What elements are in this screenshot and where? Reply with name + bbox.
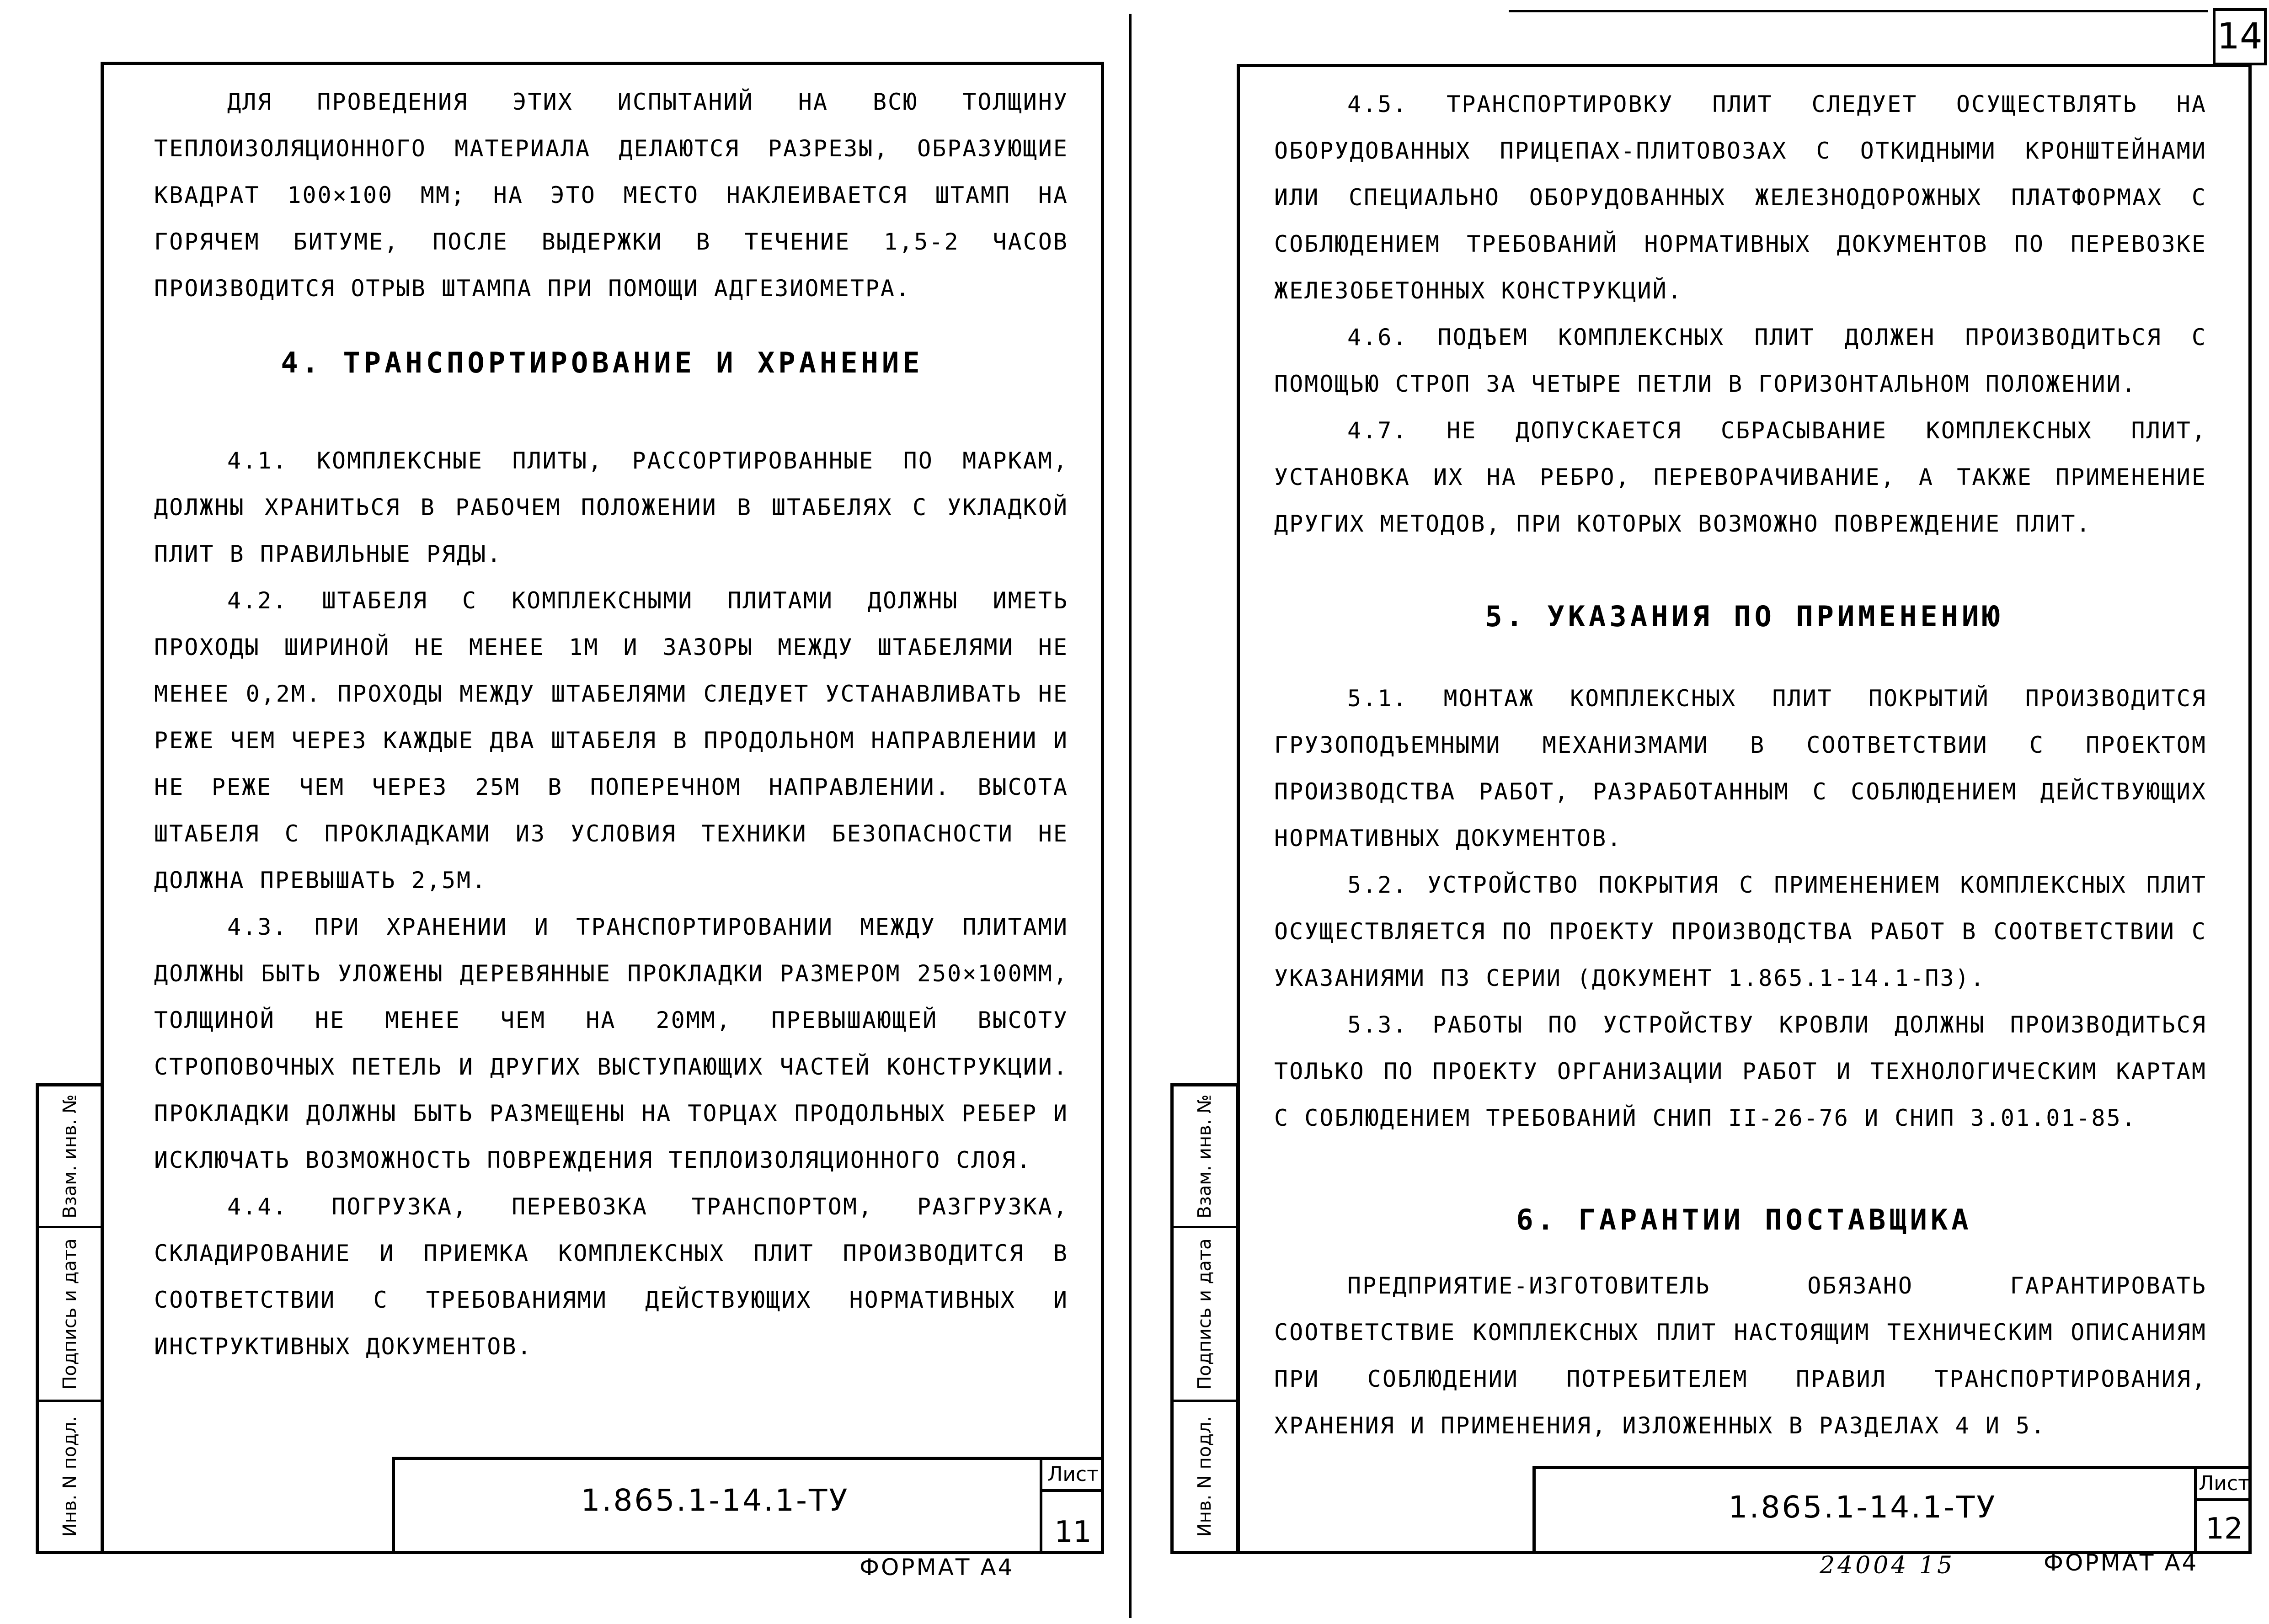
stamp-cell-replace-right — [1174, 1086, 1236, 1228]
right-heading-6-block — [1240, 1203, 2248, 1236]
stamp-cell-orig-right — [1174, 1402, 1236, 1551]
paragraph-4-2: 4.2. ШТАБЕЛЯ С КОМПЛЕКСНЫМИ ПЛИТАМИ ДОЛЖНЫ ИМЕТЬ ПРОХОДЫ ШИРИНОЙ НЕ МЕНЕЕ 1М И ЗАЗОРЫ МЕЖДУ ШТАБЕЛЯМИ НЕ МЕНЕЕ 0,2М. ПРОХОДЫ МЕЖДУ ШТАБЕЛЯМИ СЛЕДУЕТ УСТАНАВЛИВАТЬ НЕ РЕЖЕ ЧЕМ ЧЕРЕЗ КАЖДЫЕ ДВА ШТАБЕЛЯ В ПРОДОЛЬНОМ НАПРАВЛЕНИИ И НЕ РЕЖЕ ЧЕМ ЧЕРЕЗ 25М В ПОПЕРЕЧНОМ НАПРАВЛЕНИИ. ВЫСОТА ШТАБЕЛЯ С ПРОКЛАДКАМИ ИЗ УСЛОВИЯ ТЕХНИКИ БЕЗОПАСНОСТИ НЕ ДОЛЖНА ПРЕВЫШАТЬ 2,5М. — [154, 587, 1068, 894]
sheet-number-right: 12 — [2205, 1512, 2243, 1546]
paragraph-4-5: 4.5. ТРАНСПОРТИРОВКУ ПЛИТ СЛЕДУЕТ ОСУЩЕСТВЛЯТЬ НА ОБОРУДОВАННЫХ ПРИЦЕПАХ-ПЛИТОВОЗАХ С ОТКИДНЫМИ КРОНШТЕЙНАМИ ИЛИ СПЕЦИАЛЬНО ОБОРУДОВАННЫХ ЖЕЛЕЗНОДОРОЖНЫХ ПЛАТФОРМАХ С СОБЛЮДЕНИЕМ ТРЕБОВАНИЙ НОРМАТИВНЫХ ДОКУМЕНТОВ ПО ПЕРЕВОЗКЕ ЖЕЛЕЗОБЕТОННЫХ КОНСТРУКЦИЙ. — [1274, 91, 2207, 304]
left-text-upper — [154, 79, 1068, 312]
format-label-left: ФОРМАТ А4 — [860, 1554, 1014, 1581]
paragraph-4-1: 4.1. КОМПЛЕКСНЫЕ ПЛИТЫ, РАССОРТИРОВАННЫЕ ПО МАРКАМ, ДОЛЖНЫ ХРАНИТЬСЯ В РАБОЧЕМ ПОЛОЖЕНИИ В ШТАБЕЛЯХ С УКЛАДКОЙ ПЛИТ В ПРАВИЛЬНЫЕ РЯДЫ. — [154, 447, 1068, 567]
right-sheet — [1237, 64, 2252, 1554]
stamp-cell-orig — [39, 1402, 101, 1551]
side-stamp-left — [36, 1083, 104, 1554]
stamp-label-orig-right: Инв. N подл. — [1194, 1416, 1215, 1537]
sheet-label: Лист — [1042, 1460, 1104, 1492]
stamp-label-replace-right: Взам. инв. № — [1194, 1094, 1215, 1219]
right-text-a — [1274, 81, 2207, 547]
right-text-c — [1274, 1262, 2207, 1449]
side-stamp-right — [1170, 1083, 1239, 1554]
sheet-number: 11 — [1054, 1515, 1092, 1549]
right-heading-5-block — [1240, 600, 2248, 633]
paragraph-4-3: 4.3. ПРИ ХРАНЕНИИ И ТРАНСПОРТИРОВАНИИ МЕЖДУ ПЛИТАМИ ДОЛЖНЫ БЫТЬ УЛОЖЕНЫ ДЕРЕВЯННЫЕ ПРОКЛАДКИ РАЗМЕРОМ 250×100ММ, ТОЛЩИНОЙ НЕ МЕНЕЕ ЧЕМ НА 20ММ, ПРЕВЫШАЮЩЕЙ ВЫСОТУ СТРОПОВОЧНЫХ ПЕТЕЛЬ И ДРУГИХ ВЫСТУПАЮЩИХ ЧАСТЕЙ КОНСТРУКЦИИ. ПРОКЛАДКИ ДОЛЖНЫ БЫТЬ РАЗМЕЩЕНЫ НА ТОРЦАХ ПРОДОЛЬНЫХ РЕБЕР И ИСКЛЮЧАТЬ ВОЗМОЖНОСТЬ ПОВРЕЖДЕНИЯ ТЕПЛОИЗОЛЯЦИОННОГО СЛОЯ. — [154, 914, 1068, 1173]
paragraph-5-3: 5.3. РАБОТЫ ПО УСТРОЙСТВУ КРОВЛИ ДОЛЖНЫ ПРОИЗВОДИТЬСЯ ТОЛЬКО ПО ПРОЕКТУ ОРГАНИЗАЦИИ РАБОТ И ТЕХНОЛОГИЧЕСКИМ КАРТАМ С СОБЛЮДЕНИЕМ ТРЕБОВАНИЙ СНИП II-26-76 И СНИП 3.01.01-85. — [1274, 1012, 2207, 1131]
stamp-cell-sign — [39, 1228, 101, 1402]
stamp-cell-sign-right — [1174, 1228, 1236, 1402]
paragraph-intro: ДЛЯ ПРОВЕДЕНИЯ ЭТИХ ИСПЫТАНИЙ НА ВСЮ ТОЛЩИНУ ТЕПЛОИЗОЛЯЦИОННОГО МАТЕРИАЛА ДЕЛАЮТСЯ РАЗРЕЗЫ, ОБРАЗУЮЩИЕ КВАДРАТ 100×100 ММ; НА ЭТО МЕСТО НАКЛЕИВАЕТСЯ ШТАМП НА ГОРЯЧЕМ БИТУМЕ, ПОСЛЕ ВЫДЕРЖКИ В ТЕЧЕНИЕ 1,5-2 ЧАСОВ ПРОИЗВОДИТСЯ ОТРЫВ ШТАМПА ПРИ ПОМОЩИ АДГЕЗИОМЕТРА. — [154, 89, 1068, 302]
paragraph-4-7: 4.7. НЕ ДОПУСКАЕТСЯ СБРАСЫВАНИЕ КОМПЛЕКСНЫХ ПЛИТ, УСТАНОВКА ИХ НА РЕБРО, ПЕРЕВОРАЧИВАНИЕ, А ТАКЖЕ ПРИМЕНЕНИЕ ДРУГИХ МЕТОДОВ, ПРИ КОТОРЫХ ВОЗМОЖНО ПОВРЕЖДЕНИЕ ПЛИТ. — [1274, 417, 2207, 537]
paragraph-4-6: 4.6. ПОДЪЕМ КОМПЛЕКСНЫХ ПЛИТ ДОЛЖЕН ПРОИЗВОДИТЬСЯ С ПОМОЩЬЮ СТРОП ЗА ЧЕТЫРЕ ПЕТЛИ В ГОРИЗОНТАЛЬНОМ ПОЛОЖЕНИИ. — [1274, 324, 2207, 397]
paragraph-5-1: 5.1. МОНТАЖ КОМПЛЕКСНЫХ ПЛИТ ПОКРЫТИЙ ПРОИЗВОДИТСЯ ГРУЗОПОДЪЕМНЫМИ МЕХАНИЗМАМИ В СООТВЕТСТВИИ С ПРОЕКТОМ ПРОИЗВОДСТВА РАБОТ, РАЗРАБОТАННЫМ С СОБЛЮДЕНИЕМ ДЕЙСТВУЮЩИХ НОРМАТИВНЫХ ДОКУМЕНТОВ. — [1274, 685, 2207, 852]
top-border-line — [1509, 10, 2208, 12]
stamp-cell-replace — [39, 1086, 101, 1228]
page-number: 14 — [2213, 8, 2267, 65]
format-label-right: ФОРМАТ А4 — [2044, 1549, 2199, 1576]
section-heading-5: 5. УКАЗАНИЯ ПО ПРИМЕНЕНИЮ — [1485, 600, 2003, 633]
stamp-label-orig: Инв. N подл. — [59, 1416, 80, 1537]
left-sheet — [101, 62, 1104, 1554]
stamp-label-replace: Взам. инв. № — [59, 1094, 80, 1219]
document-code-right: 1.865.1-14.1-ТУ — [1728, 1490, 1997, 1525]
sheet-number-box — [1040, 1460, 1104, 1554]
paragraph-5-2: 5.2. УСТРОЙСТВО ПОКРЫТИЯ С ПРИМЕНЕНИЕМ КОМПЛЕКСНЫХ ПЛИТ ОСУЩЕСТВЛЯЕТСЯ ПО ПРОЕКТУ ПРОИЗВОДСТВА РАБОТ В СООТВЕТСТВИИ С УКАЗАНИЯМИ ПЗ СЕРИИ (ДОКУМЕНТ 1.865.1-14.1-ПЗ). — [1274, 872, 2207, 991]
section-heading-4: 4. ТРАНСПОРТИРОВАНИЕ И ХРАНЕНИЕ — [281, 346, 924, 379]
title-block-right — [1532, 1466, 2252, 1554]
paragraph-4-4: 4.4. ПОГРУЗКА, ПЕРЕВОЗКА ТРАНСПОРТОМ, РАЗГРУЗКА, СКЛАДИРОВАНИЕ И ПРИЕМКА КОМПЛЕКСНЫХ ПЛИТ ПРОИЗВОДИТСЯ В СООТВЕТСТВИИ С ТРЕБОВАНИЯМИ ДЕЙСТВУЮЩИХ НОРМАТИВНЫХ И ИНСТРУКТИВНЫХ ДОКУМЕНТОВ. — [154, 1193, 1068, 1360]
left-text-lower — [154, 437, 1068, 1370]
stamp-label-sign: Подпись и дата — [59, 1238, 80, 1390]
right-text-b — [1274, 675, 2207, 1141]
page-fold-line — [1129, 14, 1132, 1618]
title-block — [392, 1457, 1103, 1554]
section-heading-6: 6. ГАРАНТИИ ПОСТАВЩИКА — [1516, 1203, 1972, 1236]
handwritten-inventory-number: 24004 15 — [1820, 1552, 1955, 1579]
stamp-label-sign-right: Подпись и дата — [1194, 1238, 1215, 1390]
document-code: 1.865.1-14.1-ТУ — [581, 1483, 849, 1518]
sheet-label-right: Лист — [2197, 1469, 2252, 1501]
paragraph-6: ПРЕДПРИЯТИЕ-ИЗГОТОВИТЕЛЬ ОБЯЗАНО ГАРАНТИРОВАТЬ СООТВЕТСТВИЕ КОМПЛЕКСНЫХ ПЛИТ НАСТОЯЩИМ ТЕХНИЧЕСКИМ ОПИСАНИЯМ ПРИ СОБЛЮДЕНИИ ПОТРЕБИТЕЛЕМ ПРАВИЛ ТРАНСПОРТИРОВАНИЯ, ХРАНЕНИЯ И ПРИМЕНЕНИЯ, ИЗЛОЖЕННЫХ В РАЗДЕЛАХ 4 И 5. — [1274, 1273, 2207, 1439]
left-heading-block — [104, 346, 1100, 379]
sheet-number-box-right — [2194, 1469, 2252, 1554]
